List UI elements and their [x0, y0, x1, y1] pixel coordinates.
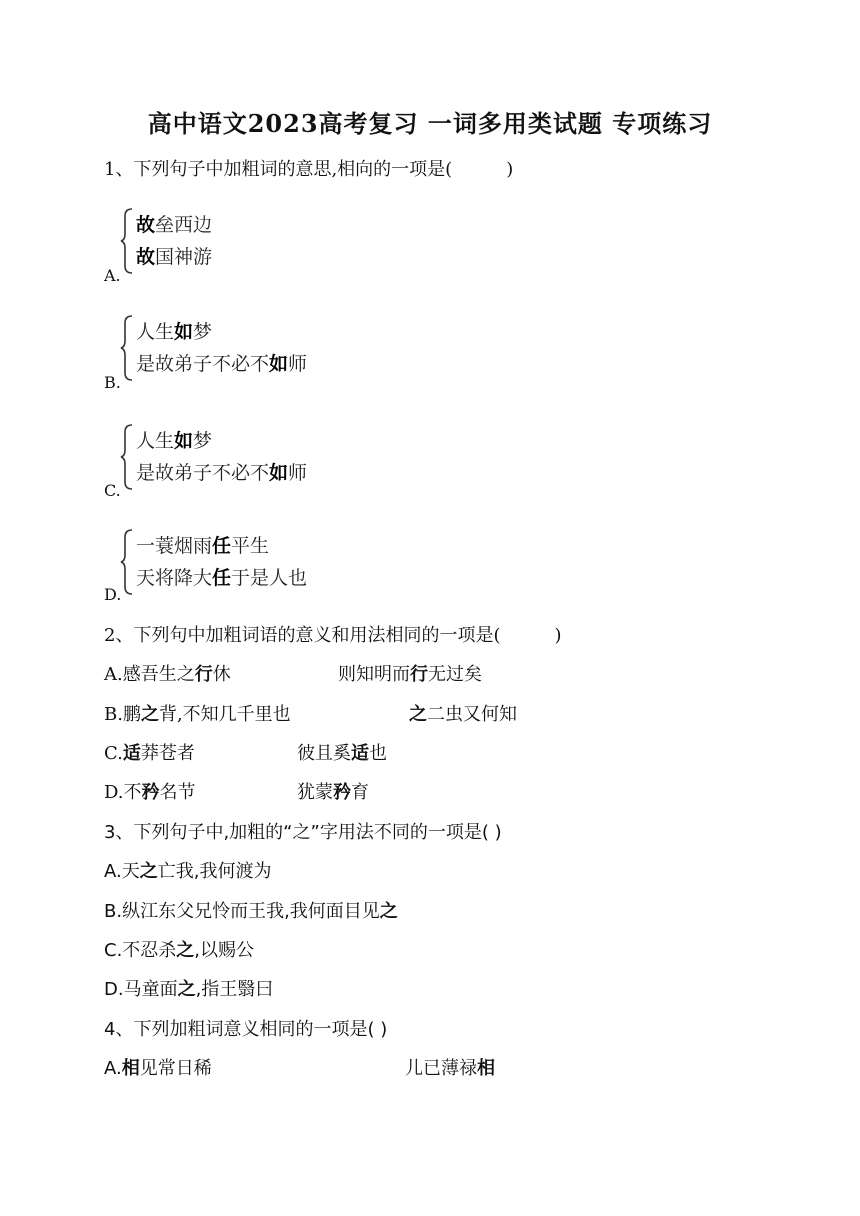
brace-icon [118, 422, 138, 492]
q2-option-d: D.不矜名节 [104, 782, 196, 803]
q1-stem: 1、下列句子中加粗词的意思,相向的一项是( ) [104, 159, 514, 180]
q2-stem: 2、下列句中加粗词语的意义和用法相同的一项是( ) [104, 625, 562, 646]
q3-option-a: A.天之亡我,我何渡为 [104, 861, 272, 882]
q2-option-c-second: 彼且奚适也 [297, 743, 387, 764]
q2-option-c: C.适莽苍者 [104, 743, 195, 764]
q1-b-row2: 是故弟子不必不如师 [136, 353, 308, 375]
brace-icon [118, 313, 138, 383]
q1-option-d-label: D. [104, 585, 122, 604]
q3-option-d: D.马童面之,指王翳曰 [104, 979, 274, 1000]
q1-d-row2: 天将降大任于是人也 [136, 567, 308, 589]
q1-option-a-label: A. [104, 266, 121, 285]
q2-option-a-second: 则知明而行无过矣 [338, 664, 482, 685]
q1-option-d-image [118, 527, 348, 597]
q1-option-c-label: C. [104, 481, 121, 500]
brace-icon [118, 206, 138, 276]
q1-option-a-image [118, 206, 348, 276]
q1-c-row1: 人生如梦 [136, 430, 213, 452]
q2-option-a: A.感吾生之行休 [104, 664, 231, 685]
q1-b-row1: 人生如梦 [136, 321, 213, 343]
q4-stem: 4、下列加粗词意义相同的一项是( ) [104, 1019, 388, 1040]
q1-d-row1: 一蓑烟雨任平生 [136, 535, 270, 557]
q4-option-a: A.相见常日稀 [104, 1058, 212, 1079]
q2-option-b: B.鹏之背,不知几千里也 [104, 704, 291, 725]
q1-a-row2: 故国神游 [136, 246, 213, 268]
q3-option-b: B.纵江东父兄怜而王我,我何面目见之 [104, 901, 398, 922]
q1-a-row1: 故垒西边 [136, 214, 213, 236]
q4-option-a-second: 儿已薄禄相 [405, 1058, 495, 1079]
q1-option-c-image [118, 422, 348, 492]
q2-option-b-second: 之二虫又何知 [409, 704, 517, 725]
q3-stem: 3、下列句子中,加粗的“之”字用法不同的一项是( ) [104, 822, 502, 843]
q1-option-b-image [118, 313, 348, 383]
page-title: 高中语文2023高考复习 一词多用类试题 专项练习 [147, 109, 713, 138]
q3-option-c: C.不忍杀之,以赐公 [104, 940, 255, 961]
q1-c-row2: 是故弟子不必不如师 [136, 462, 308, 484]
q1-option-b-label: B. [104, 373, 121, 392]
q2-option-d-second: 犹蒙矜育 [297, 782, 369, 803]
